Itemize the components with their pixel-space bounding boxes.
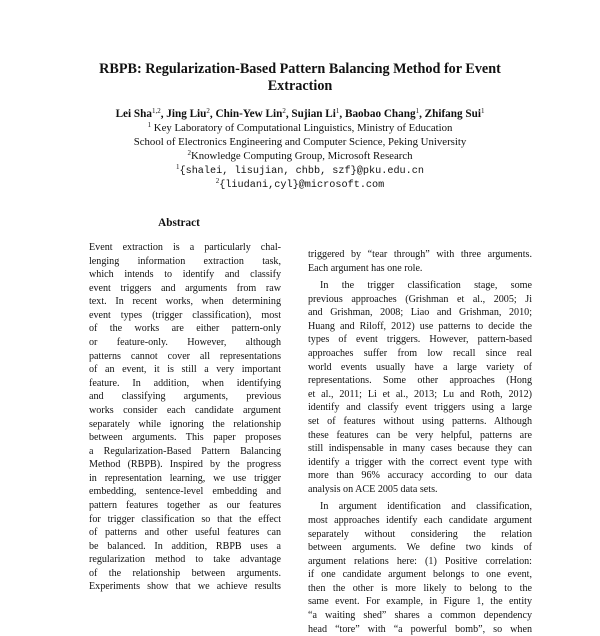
paragraph	[308, 248, 532, 275]
text-line: set of features without using patterns. Although	[308, 415, 532, 427]
abstract-heading: Abstract	[158, 217, 200, 229]
text-line: between arguments. We define two kinds of	[308, 542, 532, 554]
text-line: approaches suffer from low recall since real	[308, 348, 532, 360]
text-line: in representation learning, we use trigger	[89, 472, 281, 484]
text-line: still indispensable in many cases because they can	[308, 443, 532, 455]
text-line: pattern features together as our features	[89, 499, 281, 511]
author: Lei Sha$^{1,2}$	[115, 107, 161, 120]
text-line: embedding, sentence-level embedding and	[89, 486, 281, 498]
text-line: types of event triggers. However, pattern-based	[308, 334, 532, 346]
text-line: for trigger classification so that the effect	[89, 513, 281, 525]
affiliation-1-line-1: $^1$ Key Laboratory of Computational Linguistics, Ministry of Education	[147, 121, 453, 134]
text-line: argument relations here: (1) Positive correlation:	[308, 555, 532, 567]
text-line: most approaches identify each candidate argument	[308, 514, 532, 526]
text-line: of patterns and other useful features can	[89, 527, 281, 539]
text-line: previous approaches (Grishman et al., 2005; Ji	[308, 293, 532, 305]
text-line: head “tore” with “a powerful bomb”, so when	[308, 623, 532, 635]
author: Zhifang Sui$^1$	[424, 107, 485, 120]
text-line: regularization method to take advantage	[89, 554, 281, 566]
text-line: text. In recent works, when determining	[89, 296, 281, 308]
text-line: representations. Some other approaches (Hong	[308, 375, 532, 387]
text-line: and Grishman, 2008; Liao and Grishman, 2010;	[308, 307, 532, 319]
intro-column	[308, 248, 532, 636]
text-line: separately without considering the relation	[308, 528, 532, 540]
text-line: feature. In addition, when identifying	[89, 377, 281, 389]
text-line: Each argument has one role.	[308, 262, 423, 274]
author: Sujian Li$^1$	[291, 107, 340, 120]
text-line: lenging information extraction task,	[89, 255, 281, 267]
text-line: In argument identification and classification,	[320, 501, 532, 513]
author: Jing Liu$^2$	[166, 107, 210, 120]
text-line: Event extraction is a particularly chal-	[89, 242, 281, 253]
text-line: of an event, it is still a very important	[89, 364, 281, 376]
paragraph	[308, 279, 532, 496]
text-line: which intends to identify and classify	[89, 269, 281, 281]
text-line: In the trigger classification stage, some	[320, 280, 532, 292]
text-line: event triggers and arguments from raw	[89, 282, 281, 294]
title-line: RBPB: Regularization-Based Pattern Balancing Method for Event	[99, 61, 501, 77]
text-line: more than 96% accuracy according to our data	[308, 470, 532, 482]
text-line: patterns cannot cover all representations	[89, 350, 281, 362]
text-line: Experiments show that we achieve results	[89, 581, 281, 593]
text-line: identify a trigger with the correct event type with	[308, 456, 532, 468]
email-line-2: $^2${liudani,cyl}@microsoft.com	[215, 177, 385, 191]
title-line: Extraction	[267, 78, 333, 94]
affiliation-2: $^2$Knowledge Computing Group, Microsoft Research	[187, 149, 413, 162]
text-line: or feature-only. However, although	[89, 337, 281, 349]
text-line: Method (RBPB). Inspired by the progress	[89, 459, 281, 471]
text-line: et al., 2011; Li et al., 2013; Lu and Roth, 2012)	[308, 388, 532, 400]
text-line: between arguments. This paper proposes	[89, 432, 281, 444]
text-line: if one candidate argument belongs to one event,	[308, 569, 532, 581]
text-line: and classifying arguments, previous	[89, 391, 281, 403]
affiliation-1-line-2: School of Electronics Engineering and Computer Science, Peking University	[133, 136, 467, 148]
text-line: these features can be very helpful, patterns are	[308, 429, 532, 441]
author: Baobao Chang$^1$	[344, 107, 420, 120]
text-line: then the other is more likely to belong to the	[308, 582, 532, 594]
text-line: analysis on ACE 2005 data sets.	[308, 483, 438, 495]
text-line: works consider each candidate argument	[89, 404, 281, 416]
text-line: Huang and Riloff, 2012) use patterns to decide the	[308, 320, 532, 332]
text-line: of the relationship between arguments.	[89, 567, 281, 579]
text-line: triggered by “tear through” with three arguments.	[308, 249, 532, 260]
text-line: event types (trigger classification), most	[89, 309, 281, 321]
paper-title	[40, 61, 560, 95]
paragraph	[308, 500, 532, 636]
text-line: identify and classify event triggers using a large	[308, 402, 532, 414]
author-list: Lei Sha$^{1,2}$, Jing Liu$^2$, Chin-Yew Lin$^2$, Sujian Li$^1$, Baobao Chang$^1$, Zhifang Sui$^1$	[115, 107, 485, 120]
text-line: separately while ignoring the relationship	[89, 418, 281, 430]
email-line-1: $^1${shalei, lisujian, chbb, szf}@pku.edu.cn	[175, 163, 425, 177]
text-line: of the works are either pattern-only	[89, 323, 281, 335]
text-line: be balanced. In addition, RBPB uses a	[89, 540, 281, 552]
text-line: same event. For example, in Figure 1, the entity	[308, 596, 532, 608]
abstract-body	[89, 241, 281, 594]
author: Chin-Yew Lin$^2$	[215, 107, 286, 120]
text-line: a Regularization-Based Pattern Balancing	[89, 445, 281, 457]
text-line: “a waiting shed” shares a common dependency	[308, 610, 532, 622]
text-line: world events usually have a large variety of	[308, 361, 532, 373]
